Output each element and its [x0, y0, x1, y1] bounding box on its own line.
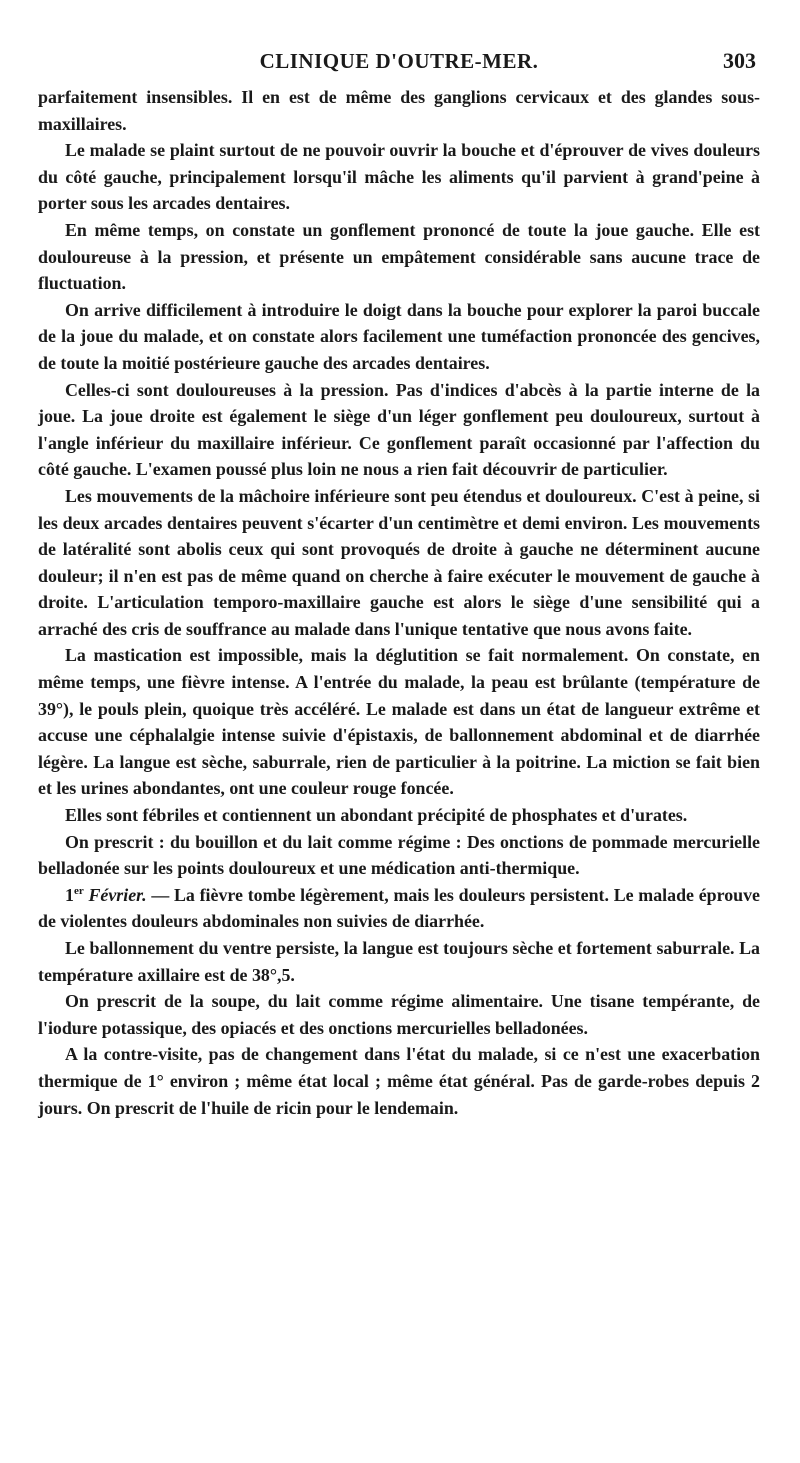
paragraph: parfaitement insensibles. Il en est de même des ganglions cervicaux et des glandes sous-maxillaires. [38, 87, 760, 134]
page-number: 303 [723, 48, 756, 73]
paragraph: Celles-ci sont douloureuses à la pression. Pas d'indices d'abcès à la partie interne de la joue. La joue droite est également le siège d'un léger gonflement peu douloureux, surtout à l'angle inférieur du maxillaire inférieur. Ce gonflement paraît occasionné par l'affection du côté gauche. L'examen poussé plus loin ne nous a rien fait découvrir de particulier. [38, 379, 760, 480]
paragraph: Le ballonnement du ventre persiste, la langue est toujours sèche et fortement saburrale. La température axillaire est de 38°,5. [38, 938, 760, 985]
paragraph-dated [38, 882, 760, 935]
body-text [38, 84, 760, 1121]
paragraph: On prescrit : du bouillon et du lait comme régime : Des onctions de pommade mercurielle belladonée sur les points douloureux et une médication anti-thermique. [38, 831, 760, 879]
paragraph: En même temps, on constate un gonflement prononcé de toute la joue gauche. Elle est douloureuse à la pression, et présente un empâtement considérable sans aucune trace de fluctuation. [38, 219, 760, 294]
paragraph: La mastication est impossible, mais la déglutition se fait normalement. On constate, en même temps, une fièvre intense. A l'entrée du malade, la peau est brûlante (température de 39°), le pouls plein, quoique très accéléré. Le malade est dans un état de langueur extrême et accuse une céphalalgie intense suivie d'épistaxis, de ballonnement abdominal et de diarrhée légère. La langue est sèche, saburrale, rien de particulier à la poitrine. La miction se fait bien et les urines abondantes, ont une couleur rouge foncée. [38, 645, 760, 799]
paragraph-text: — La fièvre tombe légèrement, mais les douleurs persistent. Le malade éprouve de violentes douleurs abdominales non suivies de diarrhée. [38, 884, 760, 932]
date-number: 1 [65, 884, 74, 905]
paragraph: Le malade se plaint surtout de ne pouvoir ouvrir la bouche et d'éprouver de vives douleurs du côté gauche, principalement lorsqu'il mâche les aliments qu'il parvient à grand'peine à porter sous les arcades dentaires. [38, 140, 760, 214]
paragraph: A la contre-visite, pas de changement dans l'état du malade, si ce n'est une exacerbation thermique de 1° environ ; même état local ; même état général. Pas de garde-robes depuis 2 jours. On prescrit de l'huile de ricin pour le lendemain. [38, 1044, 760, 1118]
paragraph: Les mouvements de la mâchoire inférieure sont peu étendus et douloureux. C'est à peine, si les deux arcades dentaires peuvent s'écarter d'un centimètre et demi environ. Les mouvements de latéralité sont abolis ceux qui sont provoqués de droite à gauche ne déterminent aucune douleur; il n'en est pas de même quand on cherche à faire exécuter le mouvement de gauche à droite. L'articulation temporo-maxillaire gauche est alors le siège d'une sensibilité qui a arraché des cris de souffrance au malade dans l'unique tentative que nous avons faite. [38, 485, 760, 639]
date-label: Février. [88, 884, 147, 905]
page-header [38, 44, 760, 78]
date-ordinal: er [73, 884, 84, 897]
paragraph: On prescrit de la soupe, du lait comme régime alimentaire. Une tisane tempérante, de l'iodure potassique, des opiacés et des onctions mercurielles belladonées. [38, 991, 760, 1038]
paragraph: On arrive difficilement à introduire le doigt dans la bouche pour explorer la paroi buccale de la joue du malade, et on constate alors facilement une tuméfaction prononcée des gencives, de toute la moitié postérieure gauche des arcades dentaires. [38, 299, 760, 373]
running-title: CLINIQUE D'OUTRE-MER. [259, 49, 539, 73]
paragraph: Elles sont fébriles et contiennent un abondant précipité de phosphates et d'urates. [65, 805, 688, 826]
